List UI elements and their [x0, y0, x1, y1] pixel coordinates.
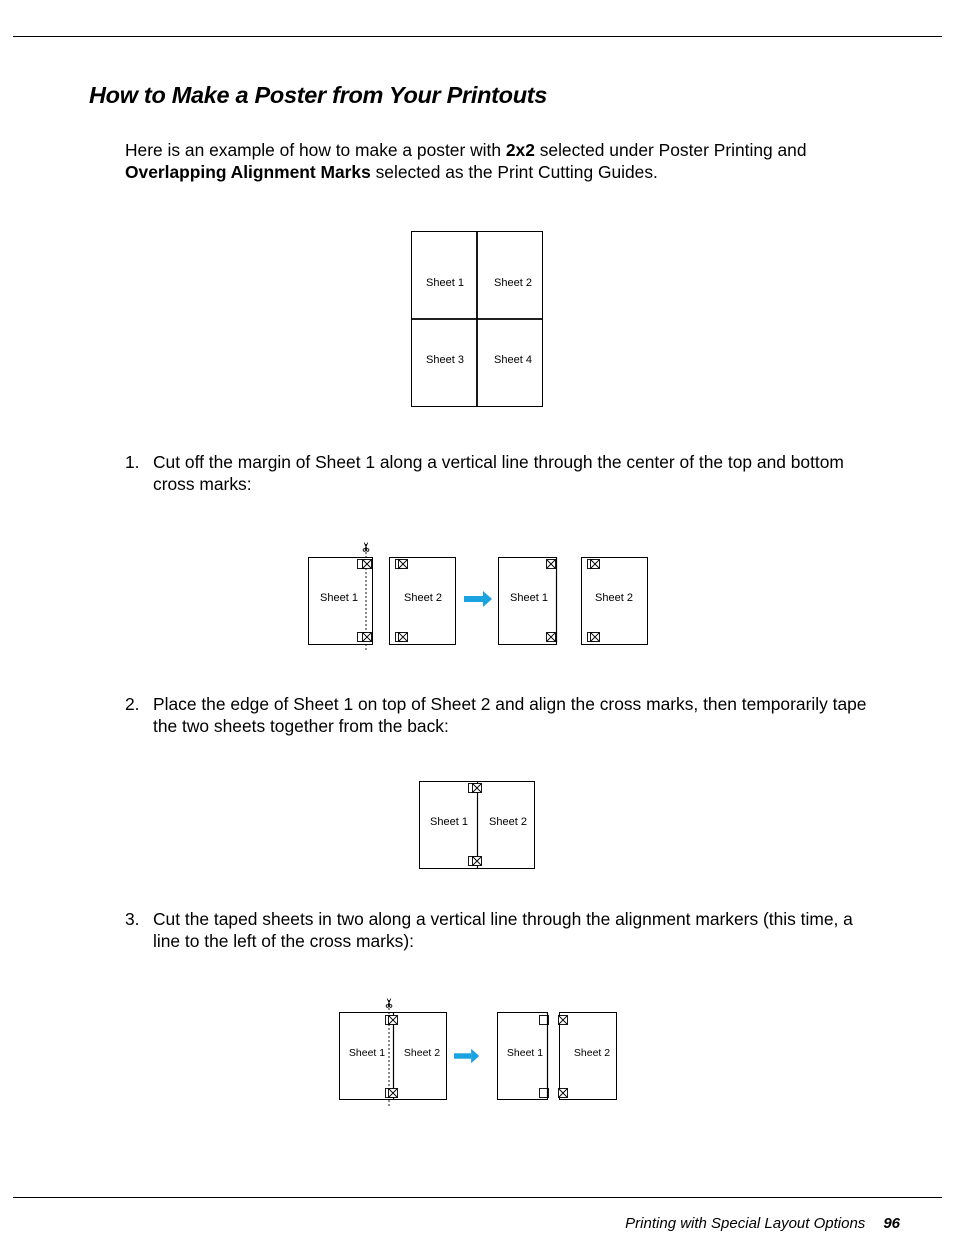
intro-text-3: selected as the Print Cutting Guides.: [370, 162, 658, 182]
intro-text-1: Here is an example of how to make a poster with: [125, 140, 506, 160]
cross-mark-icon: [559, 1089, 568, 1098]
sheet-label: Sheet 2: [494, 277, 532, 289]
arrow-right-icon: [464, 591, 492, 607]
figure-step-3: [330, 994, 630, 1110]
figure-step-1: [300, 538, 660, 654]
footer-section-title: Printing with Special Layout Options: [625, 1215, 866, 1232]
sheet-label: Sheet 2: [403, 1047, 441, 1059]
cross-mark-icon: [588, 633, 600, 642]
step-number: 2.: [125, 694, 140, 714]
intro-bold-1: 2x2: [505, 140, 535, 160]
sheet-label: Sheet 1: [510, 592, 548, 604]
sheet-label: Sheet 2: [489, 816, 527, 828]
intro-text-2: selected under Poster Printing and: [534, 140, 807, 160]
step-number: 1.: [125, 452, 140, 472]
page-number: 96: [883, 1215, 900, 1232]
cross-mark-icon: [358, 633, 372, 642]
sheet-label: Sheet 1: [430, 816, 468, 828]
cross-mark-icon: [386, 1016, 398, 1025]
step-1: [125, 451, 870, 495]
sheet-label: Sheet 1: [426, 277, 464, 289]
footer-rule: [13, 1197, 942, 1198]
step-text: Cut off the margin of Sheet 1 along a vertical line through the center of the top and bottom cross marks:: [153, 452, 844, 494]
cross-mark-icon: [396, 560, 408, 569]
sheet-label: Sheet 1: [320, 592, 358, 604]
cross-mark-icon: [547, 560, 556, 569]
page-title: How to Make a Poster from Your Printouts: [89, 82, 548, 108]
cross-mark-icon: [588, 560, 600, 569]
figure-2x2-layout: [410, 230, 544, 408]
sheet-label: Sheet 4: [494, 354, 532, 366]
cross-mark-icon: [547, 633, 556, 642]
step-text: Cut the taped sheets in two along a vertical line through the alignment markers (this time, a line to the left of the cross marks):: [153, 909, 853, 951]
arrow-right-icon: [454, 1049, 479, 1063]
sheet-label: Sheet 2: [595, 592, 633, 604]
sheet-label: Sheet 1: [506, 1047, 544, 1059]
cross-mark-icon: [358, 560, 372, 569]
scissors-icon: [363, 543, 369, 552]
sheet-label: Sheet 2: [404, 592, 442, 604]
scissors-icon: [386, 999, 392, 1008]
intro-bold-2: Overlapping Alignment Marks: [125, 162, 371, 182]
step-number: 3.: [125, 909, 140, 929]
page-footer: [625, 1215, 900, 1232]
intro-paragraph: [125, 139, 870, 183]
sheet-label: Sheet 1: [348, 1047, 386, 1059]
figure-step-2: [418, 780, 538, 870]
sheet-label: Sheet 3: [426, 354, 464, 366]
cross-mark-icon: [396, 633, 408, 642]
header-rule: [13, 36, 942, 37]
sheet-label: Sheet 2: [573, 1047, 611, 1059]
cross-mark-icon: [469, 857, 482, 866]
step-3: [125, 908, 870, 952]
cross-mark-icon: [559, 1016, 568, 1025]
cross-mark-icon: [386, 1089, 398, 1098]
cross-mark-icon: [469, 784, 482, 793]
step-text: Place the edge of Sheet 1 on top of Sheet 2 and align the cross marks, then temporarily tape the two sheets together from the back:: [153, 694, 867, 736]
step-2: [125, 693, 870, 737]
